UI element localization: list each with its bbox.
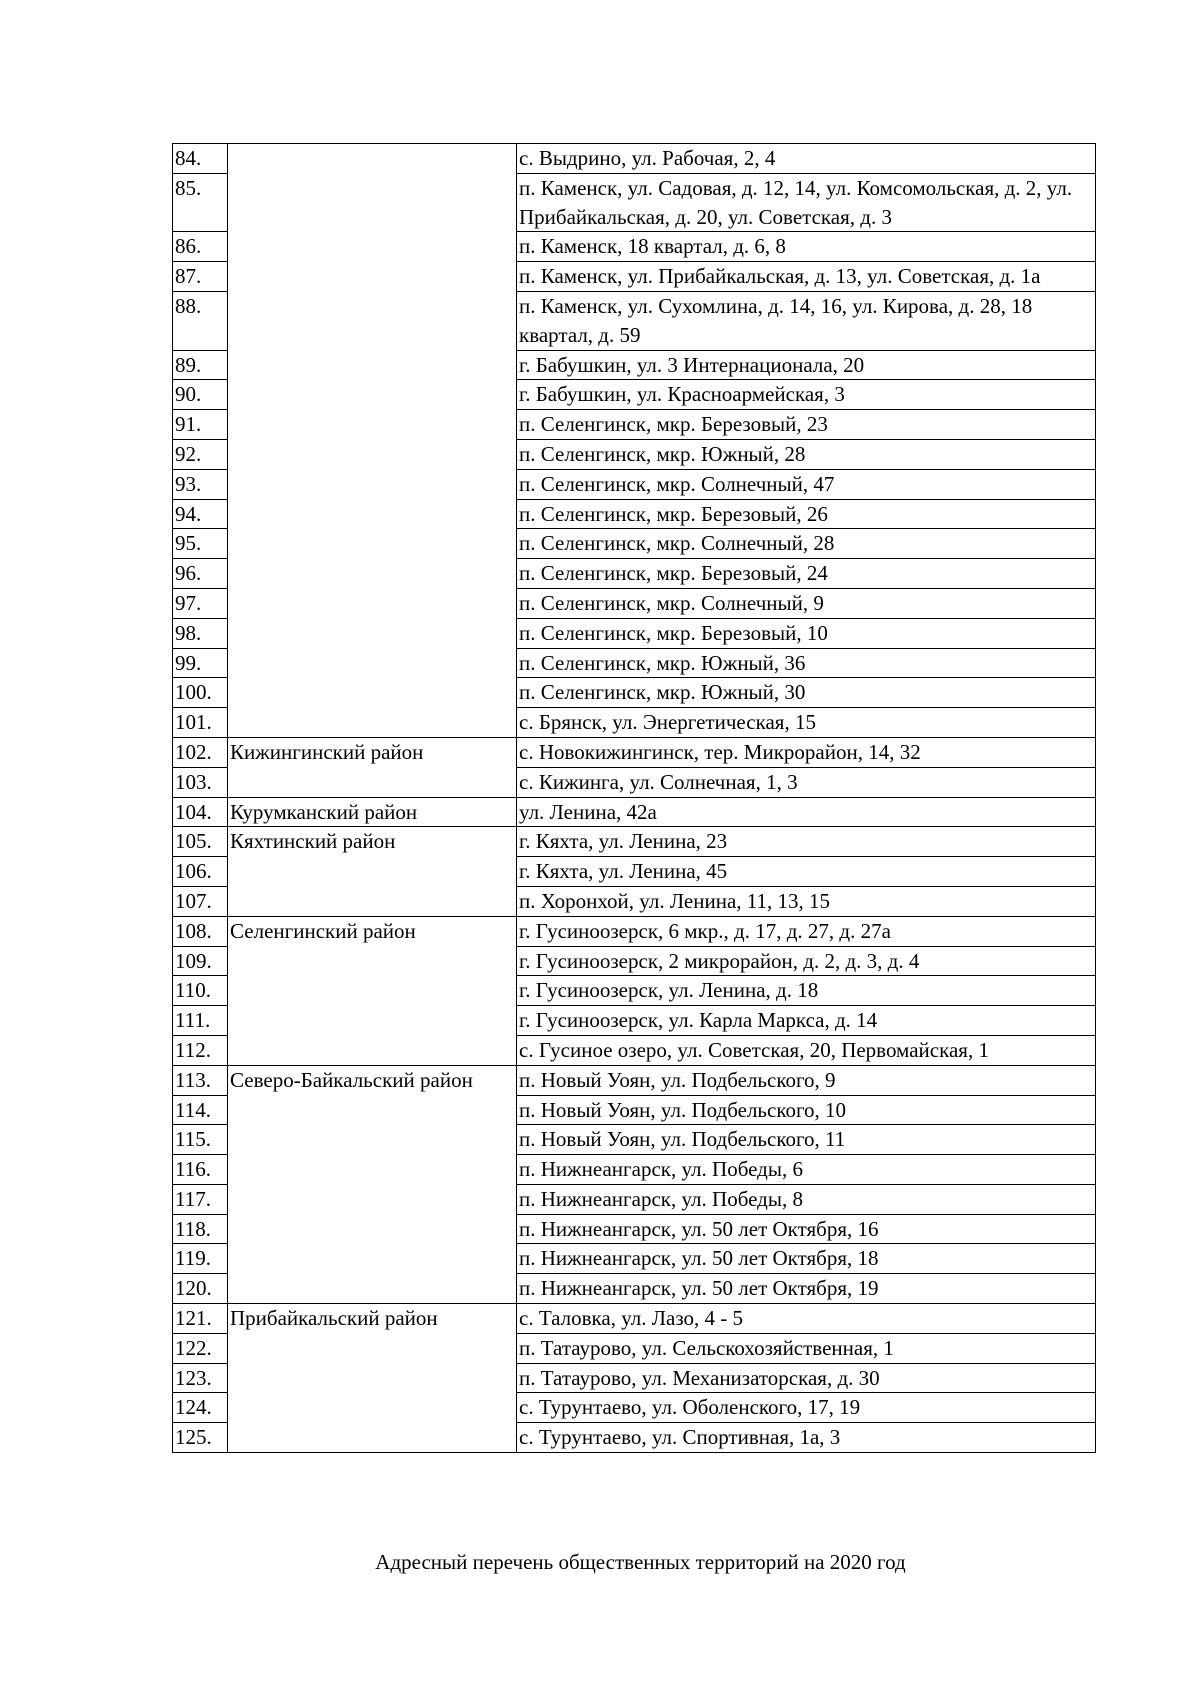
district-cell bbox=[228, 350, 517, 380]
row-number: 106. bbox=[173, 857, 228, 887]
address-cell: п. Селенгинск, мкр. Березовый, 10 bbox=[517, 618, 1096, 648]
row-number: 125. bbox=[173, 1423, 228, 1453]
district-cell bbox=[228, 410, 517, 440]
district-cell bbox=[228, 439, 517, 469]
row-number: 109. bbox=[173, 946, 228, 976]
row-number: 96. bbox=[173, 559, 228, 589]
row-number: 124. bbox=[173, 1393, 228, 1423]
address-cell: с. Турунтаево, ул. Оболенского, 17, 19 bbox=[517, 1393, 1096, 1423]
address-cell: с. Таловка, ул. Лазо, 4 - 5 bbox=[517, 1304, 1096, 1334]
district-cell bbox=[228, 678, 517, 708]
row-number: 107. bbox=[173, 886, 228, 916]
district-cell bbox=[228, 1155, 517, 1185]
table-row bbox=[173, 1274, 1096, 1304]
table-row bbox=[173, 737, 1096, 767]
address-cell: г. Кяхта, ул. Ленина, 23 bbox=[517, 827, 1096, 857]
table-row bbox=[173, 173, 1096, 232]
address-cell: п. Селенгинск, мкр. Солнечный, 47 bbox=[517, 469, 1096, 499]
table-row bbox=[173, 618, 1096, 648]
district-cell bbox=[228, 1333, 517, 1363]
row-number: 115. bbox=[173, 1125, 228, 1155]
table-row bbox=[173, 857, 1096, 887]
address-cell: г. Гусиноозерск, ул. Ленина, д. 18 bbox=[517, 976, 1096, 1006]
table-row bbox=[173, 1155, 1096, 1185]
row-number: 87. bbox=[173, 262, 228, 292]
district-cell bbox=[228, 588, 517, 618]
row-number: 97. bbox=[173, 588, 228, 618]
district-cell bbox=[228, 173, 517, 232]
table-row bbox=[173, 1363, 1096, 1393]
row-number: 90. bbox=[173, 380, 228, 410]
address-cell: с. Брянск, ул. Энергетическая, 15 bbox=[517, 708, 1096, 738]
table-row bbox=[173, 559, 1096, 589]
district-cell bbox=[228, 1184, 517, 1214]
table-row bbox=[173, 1304, 1096, 1334]
table-row bbox=[173, 499, 1096, 529]
address-cell: п. Нижнеангарск, ул. Победы, 6 bbox=[517, 1155, 1096, 1185]
table-row bbox=[173, 648, 1096, 678]
district-cell bbox=[228, 1006, 517, 1036]
row-number: 116. bbox=[173, 1155, 228, 1185]
district-cell bbox=[228, 469, 517, 499]
address-cell: п. Каменск, ул. Прибайкальская, д. 13, ул. Советская, д. 1а bbox=[517, 262, 1096, 292]
address-table-body bbox=[173, 144, 1096, 1453]
address-cell: п. Селенгинск, мкр. Березовый, 26 bbox=[517, 499, 1096, 529]
address-cell: п. Нижнеангарск, ул. Победы, 8 bbox=[517, 1184, 1096, 1214]
district-cell bbox=[228, 1393, 517, 1423]
district-cell: Прибайкальский район bbox=[228, 1304, 517, 1334]
table-row bbox=[173, 767, 1096, 797]
row-number: 120. bbox=[173, 1274, 228, 1304]
table-row bbox=[173, 1184, 1096, 1214]
address-cell: г. Кяхта, ул. Ленина, 45 bbox=[517, 857, 1096, 887]
address-cell: с. Кижинга, ул. Солнечная, 1, 3 bbox=[517, 767, 1096, 797]
row-number: 118. bbox=[173, 1214, 228, 1244]
address-cell: г. Бабушкин, ул. Красноармейская, 3 bbox=[517, 380, 1096, 410]
address-cell: п. Селенгинск, мкр. Южный, 30 bbox=[517, 678, 1096, 708]
row-number: 86. bbox=[173, 232, 228, 262]
table-row bbox=[173, 529, 1096, 559]
table-row bbox=[173, 262, 1096, 292]
row-number: 121. bbox=[173, 1304, 228, 1334]
table-row bbox=[173, 291, 1096, 350]
table-row bbox=[173, 1423, 1096, 1453]
address-cell: п. Селенгинск, мкр. Березовый, 24 bbox=[517, 559, 1096, 589]
district-cell bbox=[228, 380, 517, 410]
row-number: 89. bbox=[173, 350, 228, 380]
district-cell bbox=[228, 1274, 517, 1304]
district-cell: Кяхтинский район bbox=[228, 827, 517, 857]
table-row bbox=[173, 410, 1096, 440]
address-cell: г. Гусиноозерск, ул. Карла Маркса, д. 14 bbox=[517, 1006, 1096, 1036]
row-number: 103. bbox=[173, 767, 228, 797]
table-row bbox=[173, 350, 1096, 380]
table-row bbox=[173, 708, 1096, 738]
row-number: 98. bbox=[173, 618, 228, 648]
address-cell: с. Новокижингинск, тер. Микрорайон, 14, 32 bbox=[517, 737, 1096, 767]
address-cell: п. Нижнеангарск, ул. 50 лет Октября, 16 bbox=[517, 1214, 1096, 1244]
address-cell: п. Нижнеангарск, ул. 50 лет Октября, 18 bbox=[517, 1244, 1096, 1274]
row-number: 85. bbox=[173, 173, 228, 232]
address-cell: п. Селенгинск, мкр. Солнечный, 28 bbox=[517, 529, 1096, 559]
district-cell bbox=[228, 618, 517, 648]
address-cell: с. Гусиное озеро, ул. Советская, 20, Первомайская, 1 bbox=[517, 1035, 1096, 1065]
district-cell bbox=[228, 1095, 517, 1125]
row-number: 88. bbox=[173, 291, 228, 350]
district-cell bbox=[228, 262, 517, 292]
address-cell: с. Турунтаево, ул. Спортивная, 1а, 3 bbox=[517, 1423, 1096, 1453]
district-cell bbox=[228, 886, 517, 916]
district-cell bbox=[228, 559, 517, 589]
table-row bbox=[173, 797, 1096, 827]
row-number: 101. bbox=[173, 708, 228, 738]
table-row bbox=[173, 439, 1096, 469]
table-row bbox=[173, 1214, 1096, 1244]
table-row bbox=[173, 469, 1096, 499]
table-row bbox=[173, 1006, 1096, 1036]
district-cell bbox=[228, 708, 517, 738]
district-cell: Селенгинский район bbox=[228, 916, 517, 946]
row-number: 105. bbox=[173, 827, 228, 857]
address-cell: п. Селенгинск, мкр. Южный, 28 bbox=[517, 439, 1096, 469]
address-cell: п. Хоронхой, ул. Ленина, 11, 13, 15 bbox=[517, 886, 1096, 916]
address-cell: п. Татаурово, ул. Сельскохозяйственная, 1 bbox=[517, 1333, 1096, 1363]
district-cell bbox=[228, 144, 517, 174]
table-row bbox=[173, 1095, 1096, 1125]
district-cell bbox=[228, 1125, 517, 1155]
row-number: 100. bbox=[173, 678, 228, 708]
address-cell: г. Гусиноозерск, 6 мкр., д. 17, д. 27, д. 27а bbox=[517, 916, 1096, 946]
address-cell: п. Каменск, ул. Садовая, д. 12, 14, ул. Комсомольская, д. 2, ул. Прибайкальская, д. 20, ул. Советская, д. 3 bbox=[517, 173, 1096, 232]
row-number: 92. bbox=[173, 439, 228, 469]
table-caption: Адресный перечень общественных территорий на 2020 год bbox=[375, 1550, 906, 1574]
table-row bbox=[173, 976, 1096, 1006]
row-number: 112. bbox=[173, 1035, 228, 1065]
district-cell: Кижингинский район bbox=[228, 737, 517, 767]
address-cell: п. Селенгинск, мкр. Солнечный, 9 bbox=[517, 588, 1096, 618]
table-row bbox=[173, 1125, 1096, 1155]
address-cell: г. Гусиноозерск, 2 микрорайон, д. 2, д. 3, д. 4 bbox=[517, 946, 1096, 976]
table-row bbox=[173, 827, 1096, 857]
row-number: 84. bbox=[173, 144, 228, 174]
address-cell: с. Выдрино, ул. Рабочая, 2, 4 bbox=[517, 144, 1096, 174]
table-row bbox=[173, 1333, 1096, 1363]
table-row bbox=[173, 1393, 1096, 1423]
row-number: 104. bbox=[173, 797, 228, 827]
row-number: 108. bbox=[173, 916, 228, 946]
address-cell: п. Новый Уоян, ул. Подбельского, 10 bbox=[517, 1095, 1096, 1125]
row-number: 122. bbox=[173, 1333, 228, 1363]
district-cell bbox=[228, 1363, 517, 1393]
district-cell bbox=[228, 499, 517, 529]
row-number: 95. bbox=[173, 529, 228, 559]
row-number: 94. bbox=[173, 499, 228, 529]
table-row bbox=[173, 588, 1096, 618]
address-cell: ул. Ленина, 42а bbox=[517, 797, 1096, 827]
district-cell bbox=[228, 976, 517, 1006]
address-cell: п. Селенгинск, мкр. Березовый, 23 bbox=[517, 410, 1096, 440]
row-number: 111. bbox=[173, 1006, 228, 1036]
address-cell: г. Бабушкин, ул. 3 Интернационала, 20 bbox=[517, 350, 1096, 380]
district-cell bbox=[228, 767, 517, 797]
table-row bbox=[173, 1065, 1096, 1095]
district-cell bbox=[228, 1035, 517, 1065]
address-cell: п. Каменск, ул. Сухомлина, д. 14, 16, ул. Кирова, д. 28, 18 квартал, д. 59 bbox=[517, 291, 1096, 350]
district-cell bbox=[228, 857, 517, 887]
address-cell: п. Новый Уоян, ул. Подбельского, 11 bbox=[517, 1125, 1096, 1155]
district-cell: Курумканский район bbox=[228, 797, 517, 827]
row-number: 93. bbox=[173, 469, 228, 499]
district-cell bbox=[228, 291, 517, 350]
table-row bbox=[173, 380, 1096, 410]
row-number: 99. bbox=[173, 648, 228, 678]
row-number: 119. bbox=[173, 1244, 228, 1274]
district-cell bbox=[228, 529, 517, 559]
district-cell bbox=[228, 1244, 517, 1274]
address-cell: п. Нижнеангарск, ул. 50 лет Октября, 19 bbox=[517, 1274, 1096, 1304]
row-number: 113. bbox=[173, 1065, 228, 1095]
row-number: 117. bbox=[173, 1184, 228, 1214]
table-row bbox=[173, 144, 1096, 174]
address-cell: п. Новый Уоян, ул. Подбельского, 9 bbox=[517, 1065, 1096, 1095]
row-number: 110. bbox=[173, 976, 228, 1006]
district-cell bbox=[228, 946, 517, 976]
row-number: 91. bbox=[173, 410, 228, 440]
district-cell: Северо-Байкальский район bbox=[228, 1065, 517, 1095]
row-number: 123. bbox=[173, 1363, 228, 1393]
district-cell bbox=[228, 648, 517, 678]
table-row bbox=[173, 916, 1096, 946]
district-cell bbox=[228, 1423, 517, 1453]
row-number: 114. bbox=[173, 1095, 228, 1125]
address-cell: п. Каменск, 18 квартал, д. 6, 8 bbox=[517, 232, 1096, 262]
table-row bbox=[173, 946, 1096, 976]
district-cell bbox=[228, 1214, 517, 1244]
table-row bbox=[173, 1035, 1096, 1065]
address-table bbox=[172, 143, 1096, 1453]
address-cell: п. Селенгинск, мкр. Южный, 36 bbox=[517, 648, 1096, 678]
table-row bbox=[173, 886, 1096, 916]
district-cell bbox=[228, 232, 517, 262]
table-row bbox=[173, 232, 1096, 262]
address-cell: п. Татаурово, ул. Механизаторская, д. 30 bbox=[517, 1363, 1096, 1393]
table-row bbox=[173, 678, 1096, 708]
row-number: 102. bbox=[173, 737, 228, 767]
table-row bbox=[173, 1244, 1096, 1274]
